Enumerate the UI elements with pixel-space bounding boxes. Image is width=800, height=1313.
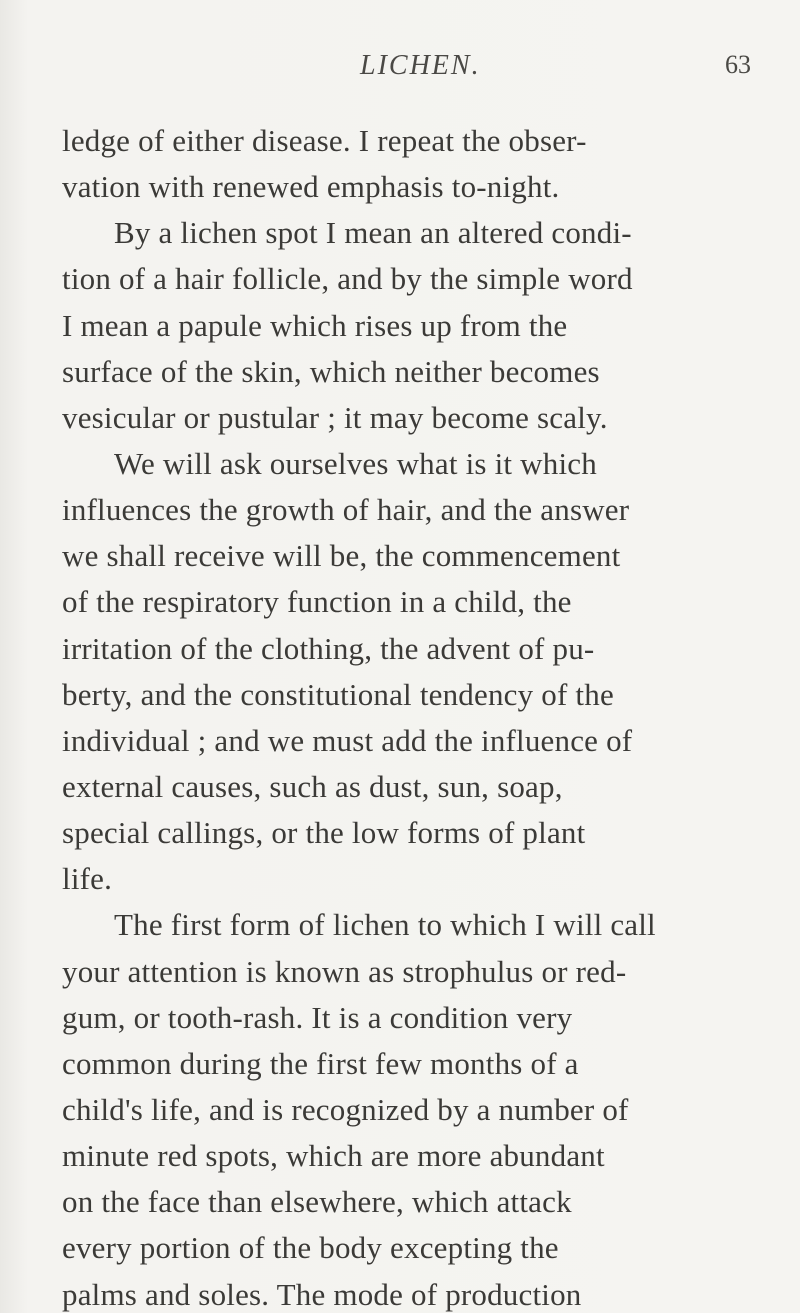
text-line: life. <box>62 861 113 897</box>
text-line: We will ask ourselves what is it which <box>114 445 597 481</box>
text-line: individual ; and we must add the influence of <box>62 722 633 758</box>
body-text <box>62 118 782 1313</box>
text-line: berty, and the constitutional tendency of the <box>62 676 614 712</box>
text-line: irritation of the clothing, the advent of pu- <box>62 630 595 666</box>
running-title: LICHEN. <box>360 50 481 81</box>
text-line: your attention is known as strophulus or red- <box>62 953 627 989</box>
text-line: gum, or tooth-rash. It is a condition very <box>62 999 573 1035</box>
running-head <box>0 50 800 90</box>
text-line: minute red spots, which are more abundant <box>62 1138 605 1174</box>
text-line: I mean a papule which rises up from the <box>62 307 568 343</box>
text-line: tion of a hair follicle, and by the simple word <box>62 261 633 297</box>
text-line: on the face than elsewhere, which attack <box>62 1184 572 1220</box>
text-line: of the respiratory function in a child, the <box>62 584 572 620</box>
text-line: palms and soles. The mode of production <box>62 1276 582 1312</box>
text-line: vation with renewed emphasis to-night. <box>62 169 560 205</box>
text-line: surface of the skin, which neither becomes <box>62 353 600 389</box>
page-number: 63 <box>725 50 751 79</box>
text-line: external causes, such as dust, sun, soap, <box>62 768 563 804</box>
text-line: influences the growth of hair, and the answer <box>62 492 630 528</box>
text-line: common during the first few months of a <box>62 1045 579 1081</box>
text-line: we shall receive will be, the commencement <box>62 538 621 574</box>
text-line: The first form of lichen to which I will call <box>114 907 656 943</box>
text-line: every portion of the body excepting the <box>62 1230 559 1266</box>
text-line: child's life, and is recognized by a number of <box>62 1091 629 1127</box>
text-line: special callings, or the low forms of plant <box>62 815 586 851</box>
text-line: By a lichen spot I mean an altered condi- <box>114 215 632 251</box>
text-line: vesicular or pustular ; it may become scaly. <box>62 399 608 435</box>
text-line: ledge of either disease. I repeat the obser- <box>62 123 587 158</box>
